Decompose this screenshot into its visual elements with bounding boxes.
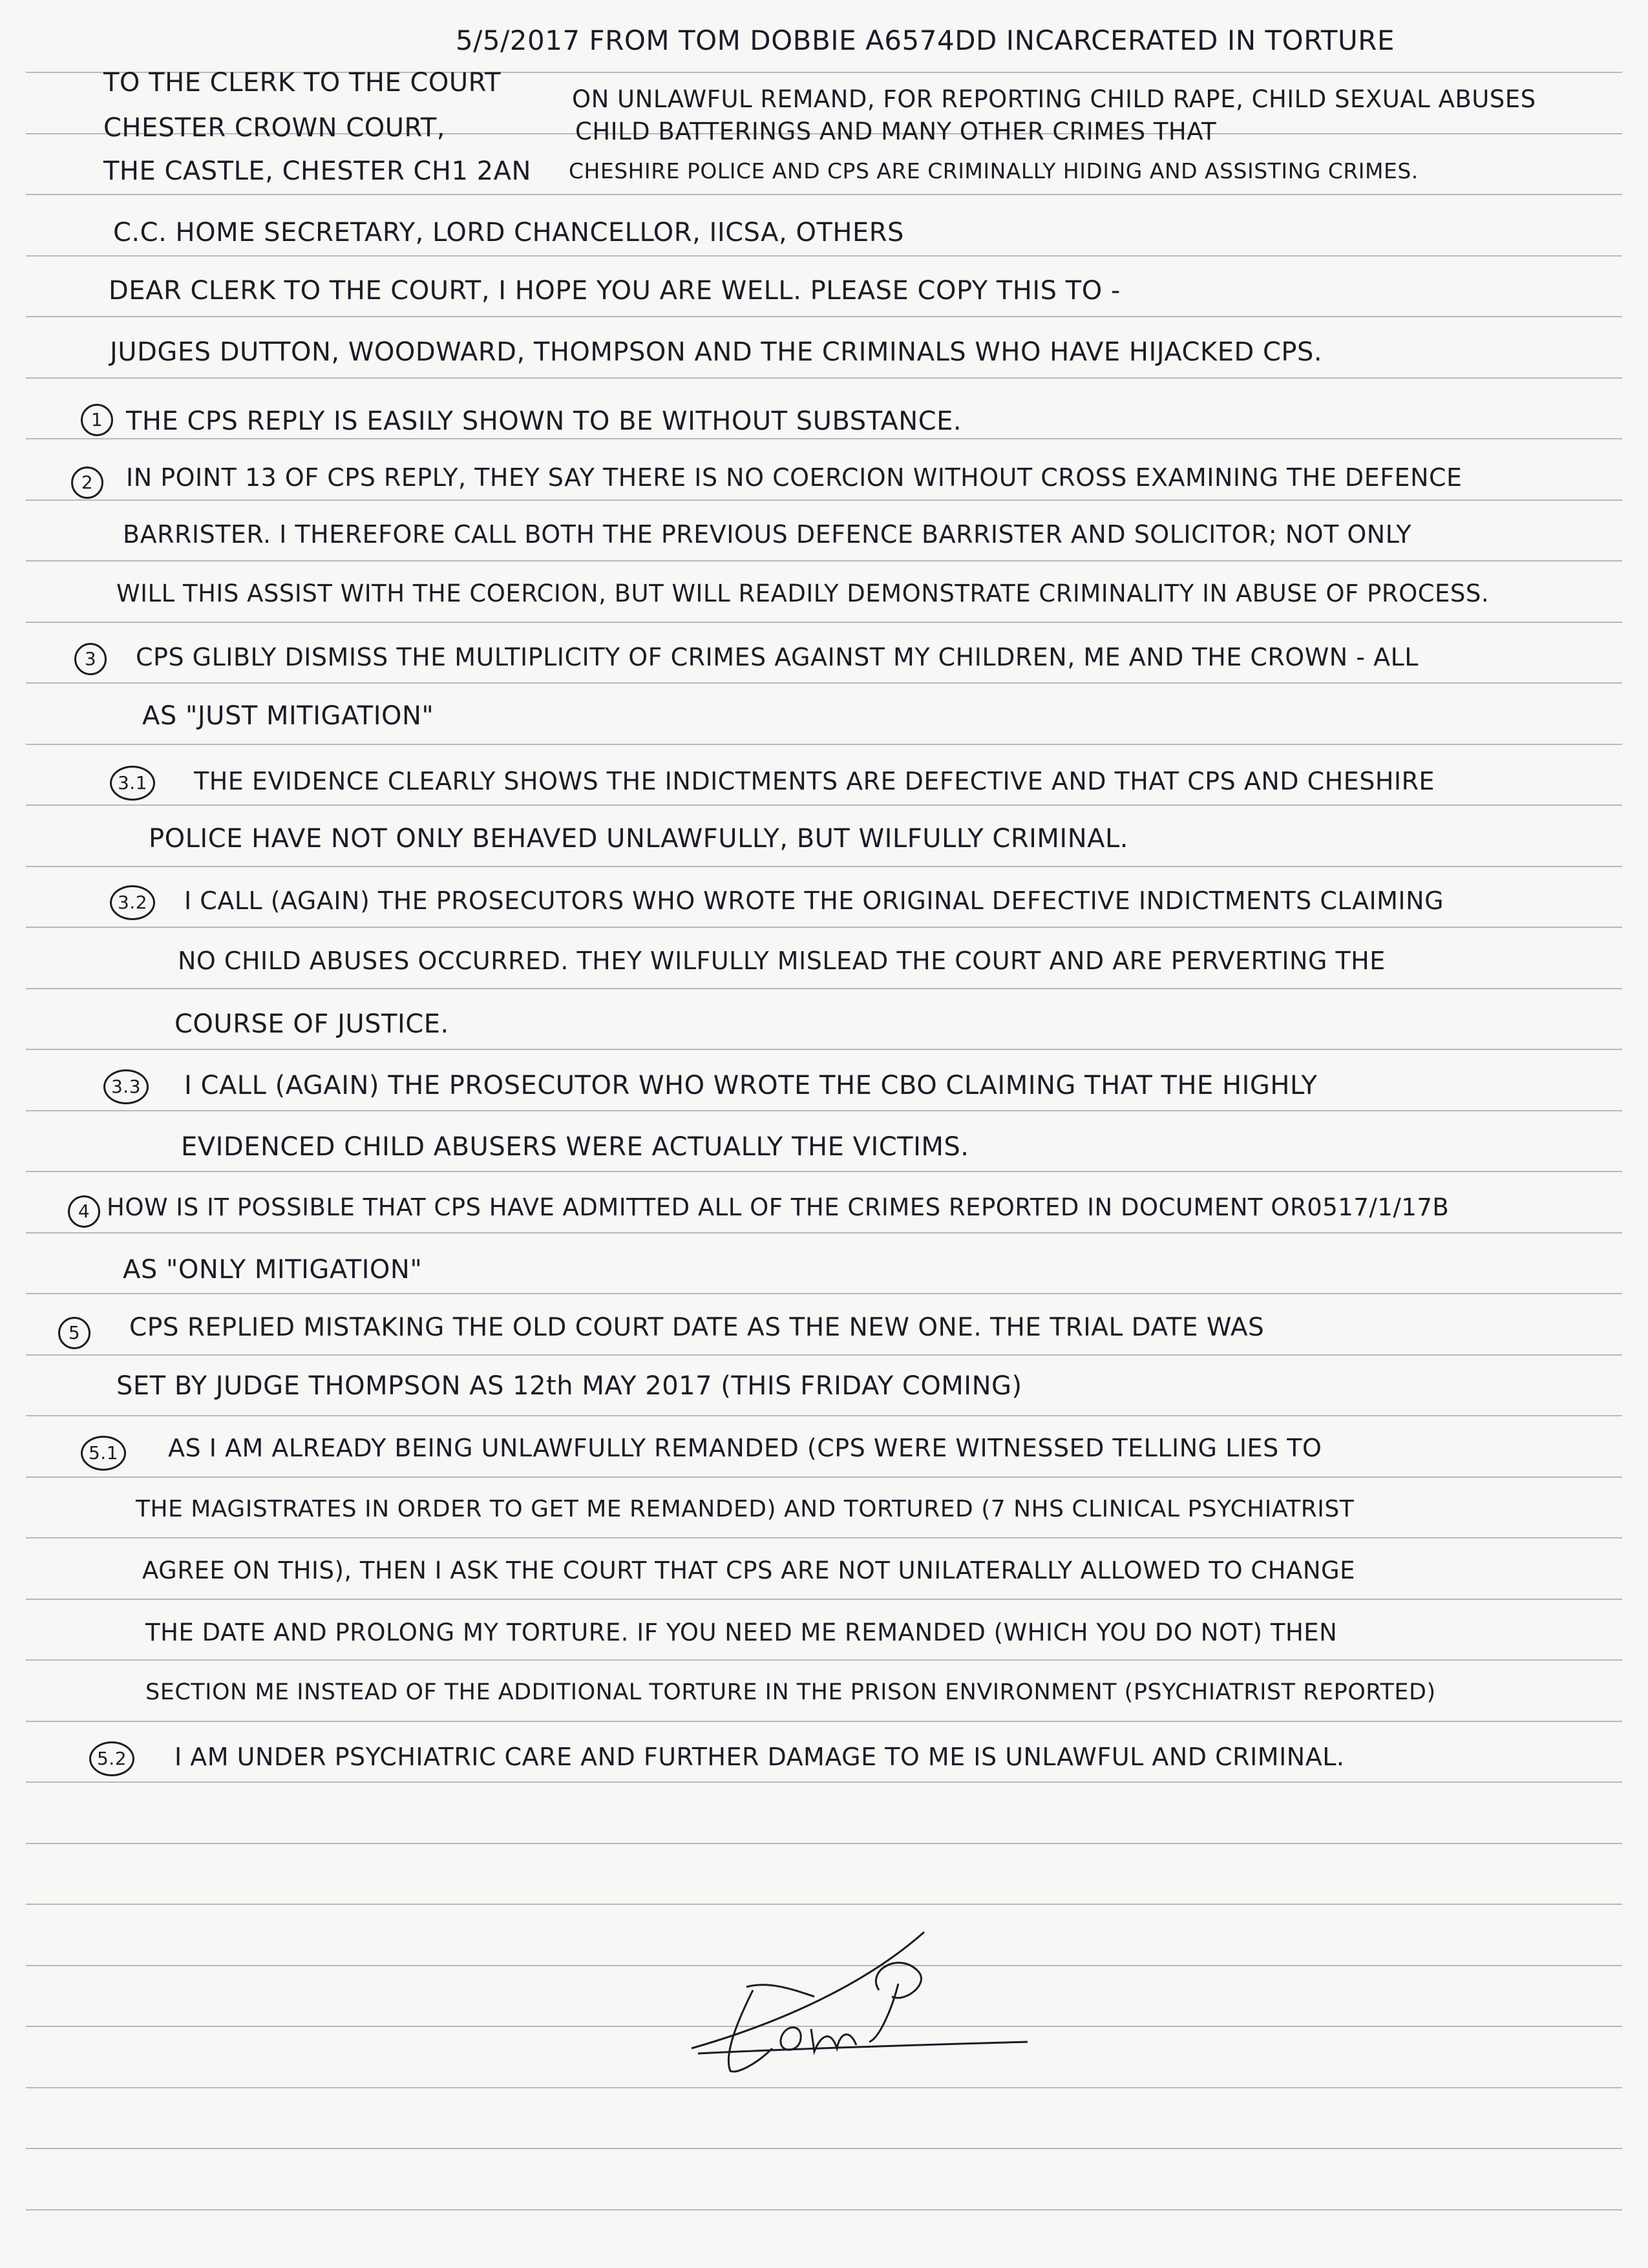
point-number: 5.1 [81, 1436, 126, 1471]
point-line: POLICE HAVE NOT ONLY BEHAVED UNLAWFULLY, BUT WILFULLY CRIMINAL. [149, 824, 1129, 854]
point-line: I AM UNDER PSYCHIATRIC CARE AND FURTHER DAMAGE TO ME IS UNLAWFUL AND CRIMINAL. [174, 1743, 1345, 1771]
point-line: SECTION ME INSTEAD OF THE ADDITIONAL TORTURE IN THE PRISON ENVIRONMENT (PSYCHIATRIST REPORTED) [145, 1679, 1436, 1705]
subject-line: CHESHIRE POLICE AND CPS ARE CRIMINALLY HIDING AND ASSISTING CRIMES. [569, 158, 1419, 184]
point-line: EVIDENCED CHILD ABUSERS WERE ACTUALLY THE VICTIMS. [181, 1132, 969, 1162]
point-line: CPS REPLIED MISTAKING THE OLD COURT DATE AS THE NEW ONE. THE TRIAL DATE WAS [129, 1313, 1265, 1342]
point-number: 5.2 [89, 1741, 134, 1776]
point-line: THE DATE AND PROLONG MY TORTURE. IF YOU NEED ME REMANDED (WHICH YOU DO NOT) THEN [145, 1619, 1338, 1646]
recipients-line: JUDGES DUTTON, WOODWARD, THOMPSON AND THE CRIMINALS WHO HAVE HIJACKED CPS. [110, 337, 1323, 367]
point-number: 3 [74, 643, 107, 675]
point-line: IN POINT 13 OF CPS REPLY, THEY SAY THERE IS NO COERCION WITHOUT CROSS EXAMINING THE DEFENCE [126, 463, 1463, 492]
point-line: THE EVIDENCE CLEARLY SHOWS THE INDICTMENTS ARE DEFECTIVE AND THAT CPS AND CHESHIRE [194, 767, 1435, 795]
subject-line: CHILD BATTERINGS AND MANY OTHER CRIMES THAT [575, 118, 1217, 145]
address-line: THE CASTLE, CHESTER CH1 2AN [103, 156, 531, 186]
cc-line: C.C. HOME SECRETARY, LORD CHANCELLOR, IICSA, OTHERS [113, 218, 904, 247]
point-number: 1 [81, 404, 113, 436]
salutation: DEAR CLERK TO THE COURT, I HOPE YOU ARE WELL. PLEASE COPY THIS TO - [109, 276, 1121, 306]
point-line: AGREE ON THIS), THEN I ASK THE COURT THAT CPS ARE NOT UNILATERALLY ALLOWED TO CHANGE [142, 1557, 1356, 1584]
signature [685, 1913, 1047, 2081]
point-line: THE MAGISTRATES IN ORDER TO GET ME REMANDED) AND TORTURED (7 NHS CLINICAL PSYCHIATRIST [136, 1496, 1355, 1522]
point-line: THE CPS REPLY IS EASILY SHOWN TO BE WITHOUT SUBSTANCE. [126, 406, 962, 436]
point-line: HOW IS IT POSSIBLE THAT CPS HAVE ADMITTED ALL OF THE CRIMES REPORTED IN DOCUMENT OR0517/1/17B [107, 1193, 1450, 1221]
subject-line: ON UNLAWFUL REMAND, FOR REPORTING CHILD RAPE, CHILD SEXUAL ABUSES [572, 85, 1536, 113]
point-line: NO CHILD ABUSES OCCURRED. THEY WILFULLY MISLEAD THE COURT AND ARE PERVERTING THE [178, 947, 1386, 975]
point-line: BARRISTER. I THEREFORE CALL BOTH THE PREVIOUS DEFENCE BARRISTER AND SOLICITOR; NOT ONLY [123, 520, 1412, 549]
point-number: 3.1 [110, 766, 155, 801]
point-number: 4 [68, 1195, 100, 1228]
point-number: 2 [71, 467, 103, 499]
point-line: AS "ONLY MITIGATION" [123, 1255, 423, 1285]
address-line: TO THE CLERK TO THE COURT [103, 68, 501, 98]
point-line: AS "JUST MITIGATION" [142, 701, 434, 731]
point-line: I CALL (AGAIN) THE PROSECUTOR WHO WROTE THE CBO CLAIMING THAT THE HIGHLY [184, 1071, 1318, 1100]
point-line: CPS GLIBLY DISMISS THE MULTIPLICITY OF CRIMES AGAINST MY CHILDREN, ME AND THE CROWN - ALL [136, 643, 1419, 671]
point-number: 3.3 [103, 1069, 149, 1104]
point-line: AS I AM ALREADY BEING UNLAWFULLY REMANDED (CPS WERE WITNESSED TELLING LIES TO [168, 1434, 1322, 1462]
point-line: WILL THIS ASSIST WITH THE COERCION, BUT WILL READILY DEMONSTRATE CRIMINALITY IN ABUSE OF PROCESS. [116, 580, 1490, 607]
point-line: I CALL (AGAIN) THE PROSECUTORS WHO WROTE THE ORIGINAL DEFECTIVE INDICTMENTS CLAIMING [184, 887, 1444, 915]
address-line: CHESTER CROWN COURT, [103, 113, 446, 143]
point-line: COURSE OF JUSTICE. [174, 1009, 449, 1039]
date-from-line: 5/5/2017 FROM TOM DOBBIE A6574DD INCARCERATED IN TORTURE [456, 25, 1395, 56]
point-number: 5 [58, 1317, 90, 1349]
point-number: 3.2 [110, 885, 155, 920]
point-line: SET BY JUDGE THOMPSON AS 12th MAY 2017 (THIS FRIDAY COMING) [116, 1371, 1022, 1401]
